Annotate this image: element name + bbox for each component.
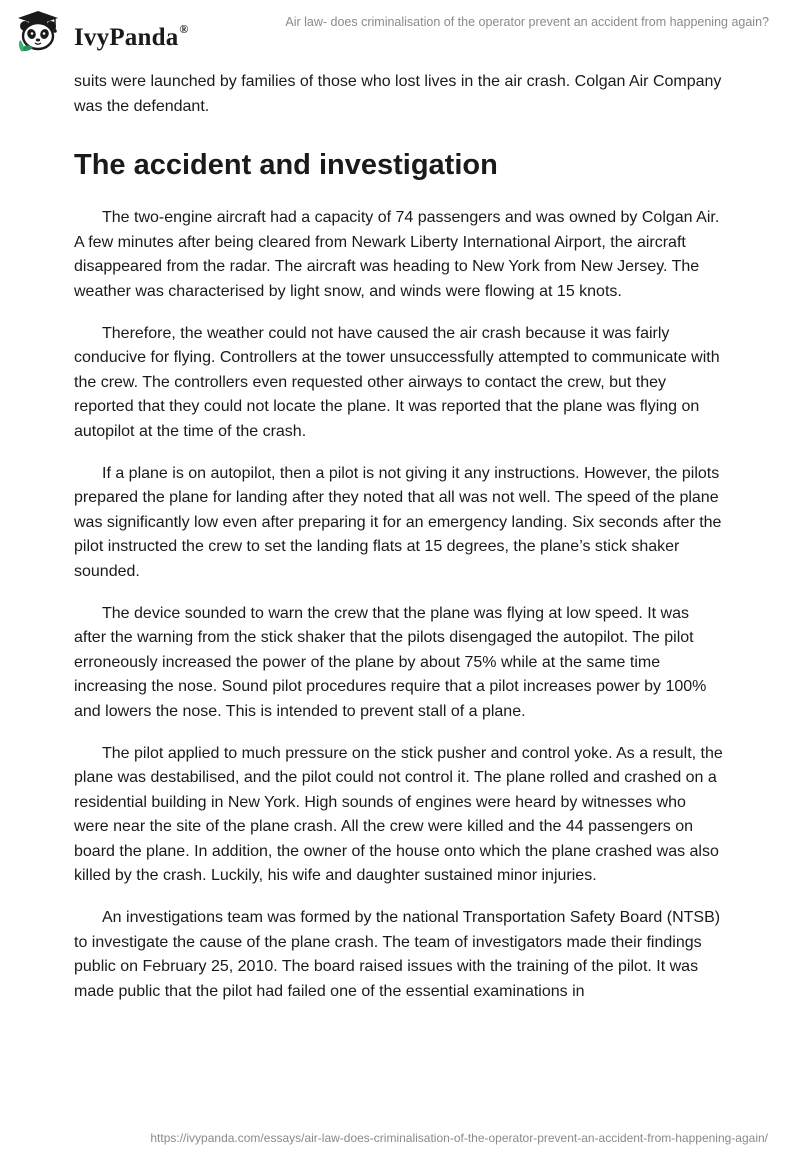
brand-logo[interactable] <box>16 8 189 56</box>
body-paragraph: Therefore, the weather could not have caused the air crash because it was fairly conducive for flying. Controllers at the tower unsuccessfully attempted to communicate with the crew. The controllers even requested other airways to contact the crew, but they reported that they could not locate the plane. It was reported that the plane was flying on autopilot at the time of the crash. <box>74 324 720 440</box>
body-paragraph: The two-engine aircraft had a capacity of 74 passengers and was owned by Colgan Air. A few minutes after being cleared from Newark Liberty International Airport, the aircraft disappeared from the radar. The aircraft was heading to New York from New Jersey. The weather was characterised by light snow, and winds were flowing at 15 knots. <box>74 209 720 300</box>
body-paragraph: The pilot applied to much pressure on the stick pusher and control yoke. As a result, the plane was destabilised, and the pilot could not control it. The plane rolled and crashed on a residential building in New York. High sounds of engines were heard by witnesses who were near the site of the plane crash. All the crew were killed and the 44 passengers on board the plane. In addition, the owner of the house onto which the plane crashed was also killed by the crash. Luckily, his wife and daughter sustained minor injuries. <box>74 744 723 884</box>
brand-name: IvyPanda® <box>74 22 189 51</box>
intro-paragraph: suits were launched by families of those who lost lives in the air crash. Colgan Air Company was the defendant. <box>74 73 722 115</box>
source-url-link[interactable]: https://ivypanda.com/essays/air-law-does-criminalisation-of-the-operator-prevent-an-accident-from-happening-again/ <box>150 1131 768 1145</box>
body-paragraph: An investigations team was formed by the national Transportation Safety Board (NTSB) to investigate the cause of the plane crash. The team of investigators made their findings public on February 25, 2010. The board raised issues with the training of the pilot. It was made public that the pilot had failed one of the essential examinations in <box>74 909 721 1000</box>
panda-mascot-icon <box>16 8 68 54</box>
registered-mark: ® <box>179 22 189 36</box>
article-body <box>74 70 724 1022</box>
body-paragraph: The device sounded to warn the crew that the plane was flying at low speed. It was after the warning from the stick shaker that the pilots disengaged the autopilot. The pilot erroneously increased the power of the plane by about 75% while at the same time increasing the nose. Sound pilot procedures require that a pilot increases power by 100% and lowers the nose. This is intended to prevent stall of a plane. <box>74 604 707 720</box>
section-heading: The accident and investigation <box>74 149 498 181</box>
document-title: Air law- does criminalisation of the operator prevent an accident from happening again? <box>285 15 769 29</box>
body-paragraph: If a plane is on autopilot, then a pilot is not giving it any instructions. However, the pilots prepared the plane for landing after they noted that all was not well. The speed of the plane was significantly low even after preparing it for an emergency landing. Six seconds after the pilot instructed the crew to set the landing flats at 15 degrees, the plane’s stick shaker sounded. <box>74 464 722 580</box>
page-header <box>0 0 800 60</box>
